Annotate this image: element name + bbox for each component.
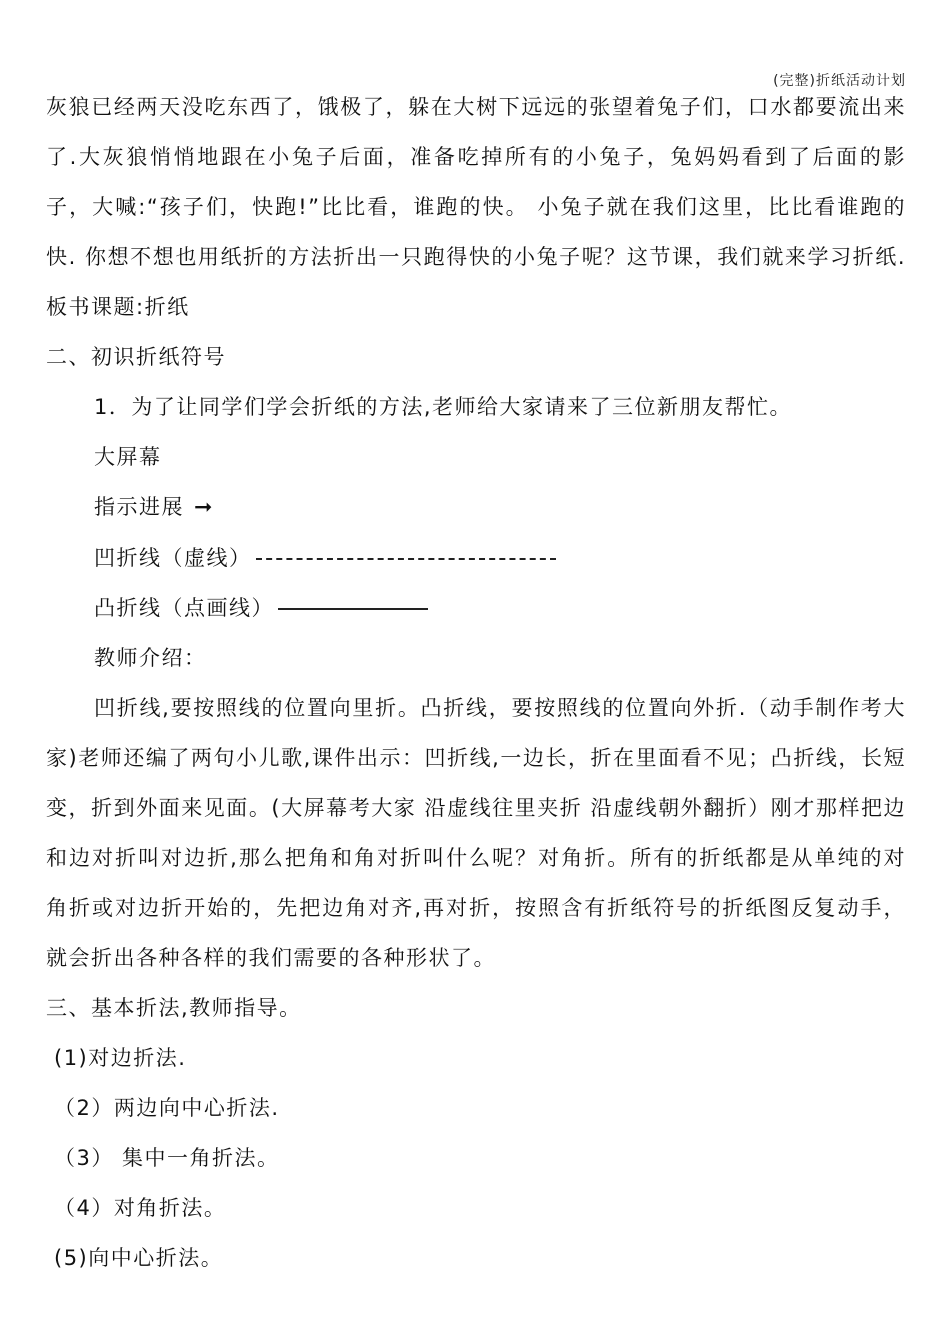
mountain-fold-label: 凸折线（点画线） — [94, 596, 274, 620]
dashed-line-sample — [256, 558, 556, 560]
teacher-intro-label: 教师介绍： — [94, 646, 207, 670]
document-body — [46, 82, 906, 1283]
document-header-title: (完整)折纸活动计划 — [773, 73, 906, 89]
section-2-heading: 二、初识折纸符号 — [46, 345, 226, 369]
fold-method-item: （3） 集中一角折法。 — [54, 1146, 280, 1170]
fold-method-item: （4）对角折法。 — [54, 1196, 227, 1220]
progress-line — [46, 482, 906, 533]
arrow-right-icon: ➞ — [194, 495, 214, 520]
valley-fold-label: 凹折线（虚线） — [94, 546, 252, 570]
fold-method-item: (1)对边折法. — [54, 1046, 187, 1070]
dash-line-sample — [278, 608, 428, 610]
valley-fold-line — [46, 533, 906, 583]
fold-explanation-paragraph: 凹折线,要按照线的位置向里折。凸折线，要按照线的位置向外折.（动手制作考大家)老师还编了两句小儿歌,课件出示：凹折线,一边长，折在里面看不见；凸折线，长短变，折到外面来见面。(大屏幕考大家 沿虚线往里夹折 沿虚线朝外翻折）刚才那样把边和边对折叫对边折,那么把角和角对折叫什么呢？对角折。所有的折纸都是从单纯的对角折或对边折开始的，先把边角对齐,再对折，按照含有折纸符号的折纸图反复动手，就会折出各种各样的我们需要的各种形状了。 — [46, 696, 906, 970]
fold-method-item: (5)向中心折法。 — [54, 1246, 224, 1270]
mountain-fold-line — [46, 583, 906, 633]
big-screen-label: 大屏幕 — [94, 445, 162, 469]
section-2-point-1: 1．为了让同学们学会折纸的方法,老师给大家请来了三位新朋友帮忙。 — [94, 395, 793, 419]
section-3-heading: 三、基本折法,教师指导。 — [46, 996, 302, 1020]
intro-paragraph: 灰狼已经两天没吃东西了，饿极了，躲在大树下远远的张望着兔子们，口水都要流出来了.大灰狼悄悄地跟在小兔子后面，准备吃掉所有的小兔子，兔妈妈看到了后面的影子，大喊:“孩子们，快跑!”比比看，谁跑的快。 小兔子就在我们这里，比比看谁跑的快. 你想不想也用纸折的方法折出一只跑得快的小兔子呢？这节课，我们就来学习折纸.板书课题:折纸 — [46, 95, 906, 319]
fold-method-item: （2）两边向中心折法. — [54, 1096, 280, 1120]
progress-label: 指示进展 — [94, 495, 184, 519]
